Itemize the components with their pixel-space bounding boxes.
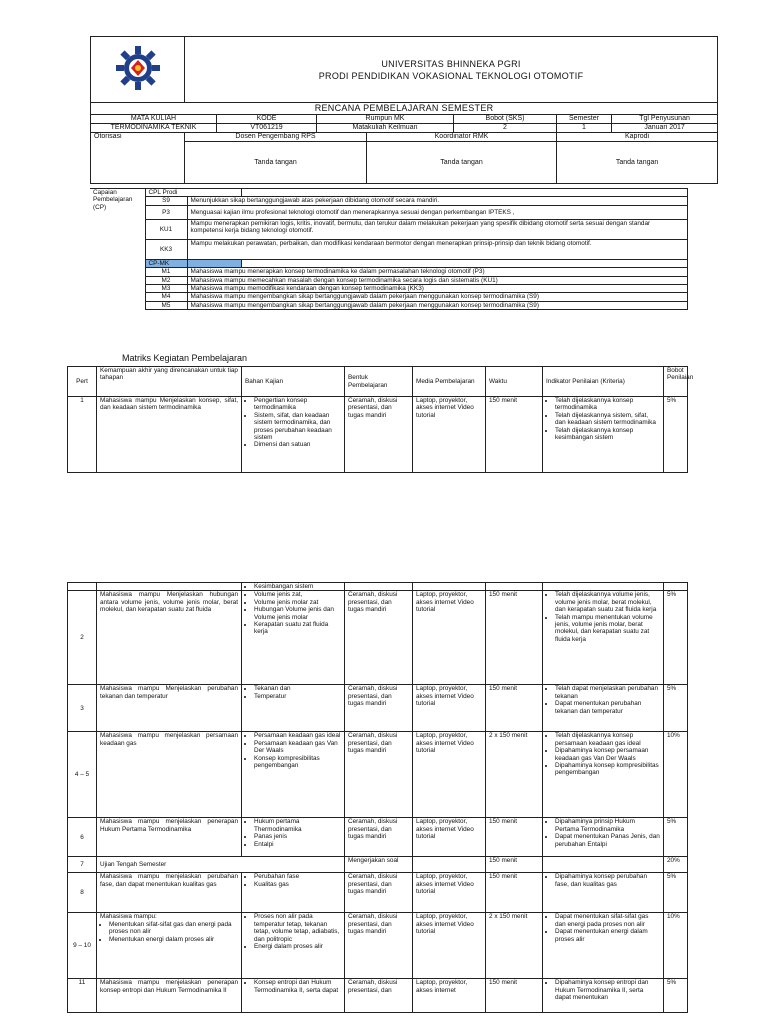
row-bentuk: Mengerjakan soal bbox=[345, 857, 413, 873]
col-header-bobot: Bobot Penilaian bbox=[664, 367, 688, 397]
row-bahan bbox=[242, 685, 345, 732]
row-indikator bbox=[543, 818, 664, 857]
cpmk-code: M1 bbox=[145, 268, 187, 276]
row-media: Laptop, proyektor, akses internet bbox=[413, 979, 486, 1013]
row-bahan bbox=[242, 873, 345, 913]
list-item: • Dipahaminya konsep perubahan fase, dan kualitas gas bbox=[555, 873, 660, 888]
row-pert: 6 bbox=[68, 818, 97, 857]
col-label-tgl: Tgl Penyusunan bbox=[612, 115, 718, 124]
list-item: • Pengertian konsep termodinamika bbox=[254, 397, 341, 412]
row-uts: Ujian Tengah Semester bbox=[97, 857, 345, 873]
row-pert: 7 bbox=[68, 857, 97, 873]
row-bobot: 10% bbox=[664, 732, 688, 818]
list-item: • Entalpi bbox=[254, 841, 341, 848]
role-dosen: Dosen Pengembang RPS bbox=[185, 133, 367, 142]
course-semester: 1 bbox=[557, 124, 612, 133]
list-item: • Panas jenis bbox=[254, 833, 341, 840]
row-kemampuan: Mahasiswa mampu menjelaskan penerapan konsep entropi dan Hukum Termodinamika II bbox=[97, 979, 242, 1013]
role-kaprodi: Kaprodi bbox=[557, 133, 718, 142]
table-row bbox=[68, 732, 688, 818]
row-kemampuan: Mahasiswa mampu menjelaskan perubahan fase, dan dapat menentukan kualitas gas bbox=[97, 873, 242, 913]
table-row bbox=[68, 979, 688, 1013]
row-bahan bbox=[242, 979, 345, 1013]
row-indikator bbox=[543, 979, 664, 1013]
cpl-code: KU1 bbox=[145, 219, 187, 239]
list-item: • Telah dijelaskannya sistem, sifat, dan keadaan sistem termodinamika bbox=[555, 412, 660, 427]
matrix-table-1 bbox=[67, 366, 694, 473]
university-logo bbox=[114, 44, 162, 92]
list-item: • Proses non alir pada temperatur tetap, tekanan tetap, volume tetap, adiabatis, dan politropic bbox=[254, 913, 341, 943]
cpl-text: Menunjukkan sikap bertanggungjawab atas pekerjaan dibidang otomotif secara mandiri. bbox=[187, 197, 687, 205]
cpl-code: S9 bbox=[145, 197, 187, 205]
list-item: • Dipahaminya konsep entropi dan Hukum Termodinamika II, serta dapat menentukan bbox=[555, 979, 660, 1001]
row-indikator bbox=[543, 913, 664, 979]
row-waktu: 150 menit bbox=[486, 979, 543, 1013]
cpl-text: Menguasai kajian ilmu profesional teknologi otomotif dan menerapkannya sesuai dengan perkembangan IPTEKS , bbox=[187, 205, 687, 219]
row-bobot: 10% bbox=[664, 913, 688, 979]
row-indikator bbox=[543, 732, 664, 818]
row-bobot: 5% bbox=[664, 591, 688, 685]
col-header-kemampuan: Kemampuan akhir yang direncanakan untuk tiap tahapan bbox=[97, 367, 242, 397]
table-row bbox=[68, 591, 688, 685]
row-media: Laptop, proyektor, akses internet Video tutorial bbox=[413, 591, 486, 685]
col-label-matakuliah: MATA KULIAH bbox=[91, 115, 217, 124]
row-bentuk: Ceramah, diskusi presentasi, dan tugas mandiri bbox=[345, 913, 413, 979]
row-waktu: 2 x 150 menit bbox=[486, 913, 543, 979]
course-rumpun: Matakuliah Keilmuan bbox=[317, 124, 454, 133]
sign-koordinator: Tanda tangan bbox=[367, 142, 557, 184]
row-pert: 3 bbox=[68, 685, 97, 732]
row-indikator bbox=[543, 873, 664, 913]
doc-title: RENCANA PEMBELAJARAN SEMESTER bbox=[91, 103, 718, 115]
cpmk-label: CP-MK bbox=[145, 259, 187, 267]
col-label-kode: KODE bbox=[217, 115, 317, 124]
list-item: • Menentukan energi dalam proses alir bbox=[109, 936, 238, 943]
list-item: • Kerapatan suatu zat fluida kerja bbox=[254, 621, 341, 636]
row-waktu: 2 x 150 menit bbox=[486, 732, 543, 818]
logo-cell bbox=[91, 37, 185, 103]
list-item: • Hukum pertama Thermodinamika bbox=[254, 818, 341, 833]
col-header-waktu: Waktu bbox=[486, 367, 543, 397]
list-item: • Volume jenis zat, bbox=[254, 591, 341, 598]
cp-table bbox=[90, 188, 688, 310]
list-item: • Perubahan fase bbox=[254, 873, 341, 880]
list-item: • Dapat menentukan Panas Jenis, dan perubahan Entalpi bbox=[555, 833, 660, 848]
row-bahan bbox=[242, 913, 345, 979]
row-indikator bbox=[543, 685, 664, 732]
program-name: PRODI PENDIDIKAN VOKASIONAL TEKNOLOGI OTOMOTIF bbox=[318, 70, 584, 81]
cpl-text: Mampu menerapkan pemikiran logis, kritis, inovatif, bermutu, dan terukur dalam melakukan pekerjaan yang spesifik dibidang otomotif serta sesuai dengan standar kompetensi kerja bidang teknologi otomotif. bbox=[187, 219, 687, 239]
row-bahan bbox=[242, 732, 345, 818]
cpmk-text: Mahasiswa mampu menerapkan konsep termodinamika ke dalam permasalahan teknologi otomotif (P3) bbox=[187, 268, 687, 276]
list-item: • Telah dijelaskannya volume jenis, volume jenis molar, berat molekul, dan kerapatan suatu zat fluida kerja bbox=[555, 591, 660, 613]
row-bobot: 20% bbox=[664, 857, 688, 873]
list-item: • Persamaan keadaan gas Van Der Waals bbox=[254, 740, 341, 755]
list-item: • Telah dapat menjelaskan perubahan tekanan bbox=[555, 685, 660, 700]
row-bobot: 5% bbox=[664, 873, 688, 913]
matrix-title: Matriks Kegiatan Pembelajaran bbox=[122, 353, 248, 363]
row-kemampuan: Mahasiswa mampu Menjelaskan perubahan tekanan dan temperatur bbox=[97, 685, 242, 732]
list-item: • Sistem, sifat, dan keadaan sistem termodinamika, dan proses perubahan keadaan sistem bbox=[254, 412, 341, 442]
capaian-label: Capaian Pembelajaran (CP) bbox=[90, 189, 145, 310]
list-item: • Telah dijelaskannya konsep termodinamika bbox=[555, 397, 660, 412]
list-item: • Konsep entropi dan Hukum Termodinamika II, serta dapat bbox=[254, 979, 341, 994]
row-pert: 9 – 10 bbox=[68, 913, 97, 979]
table-row bbox=[68, 857, 688, 873]
course-date: Januari 2017 bbox=[612, 124, 718, 133]
col-header-indikator: Indikator Penilaian (Kriteria) bbox=[543, 367, 664, 397]
list-item: • Hubungan Volume jenis dan Volume jenis molar bbox=[254, 606, 341, 621]
row-bobot: 5% bbox=[664, 818, 688, 857]
course-sks: 2 bbox=[454, 124, 557, 133]
table-row bbox=[68, 913, 688, 979]
col-header-bentuk: Bentuk Pembelajaran bbox=[345, 367, 413, 397]
list-item: • Menentukan sifat-sifat gas dan energi pada proses non alir bbox=[109, 921, 238, 936]
list-item: • Volume jenis molar zat bbox=[254, 599, 341, 606]
row-bentuk: Ceramah, diskusi presentasi, dan tugas mandiri bbox=[345, 685, 413, 732]
university-name: UNIVERSITAS BHINNEKA PGRI bbox=[381, 58, 521, 69]
otorisasi-label: Otorisasi bbox=[91, 133, 185, 184]
cpmk-text: Mahasiswa mampu mengembangkan sikap bertanggungjawab dalam pekerjaan menggunakan konsep termodinamika (S9) bbox=[187, 301, 687, 309]
row-bahan bbox=[242, 591, 345, 685]
row-bentuk: Ceramah, diskusi presentasi, dan tugas mandiri bbox=[345, 732, 413, 818]
cpmk-text: Mahasiswa mampu memodifikasi kendaraan dengan konsep termodinamika (KK3) bbox=[187, 285, 687, 293]
row-kemampuan bbox=[97, 913, 242, 979]
row-media: Laptop, proyektor, akses internet Video tutorial bbox=[413, 873, 486, 913]
row-pert: 1 bbox=[68, 397, 97, 473]
row-indikator bbox=[543, 591, 664, 685]
sign-kaprodi: Tanda tangan bbox=[557, 142, 718, 184]
list-item: • Dapat menentukan energi dalam proses alir bbox=[555, 928, 660, 943]
row-waktu: 150 menit bbox=[486, 873, 543, 913]
table-row bbox=[68, 818, 688, 857]
list-item: • Telah dijelaskannya konsep persamaan keadaan gas ideal bbox=[555, 732, 660, 747]
row-bentuk: Ceramah, diskusi presentasi, dan tugas mandiri bbox=[345, 397, 413, 473]
row-kemampuan-intro: Mahasiswa mampu: bbox=[100, 913, 157, 921]
list-item: • Kesimbangan sistem bbox=[254, 583, 341, 590]
sign-dosen: Tanda tangan bbox=[185, 142, 367, 184]
row-bahan bbox=[242, 818, 345, 857]
row-media: Laptop, proyektor, akses internet Video tutorial bbox=[413, 818, 486, 857]
matrix-table-2 bbox=[67, 582, 688, 1013]
cpmk-text: Mahasiswa mampu mengembangkan sikap bertanggungjawab dalam pekerjaan menggunakan konsep termodinamika (S9) bbox=[187, 293, 687, 301]
list-item: • Temperatur bbox=[254, 693, 341, 700]
col-label-rumpun: Rumpun MK bbox=[317, 115, 454, 124]
list-item: • Dapat menentukan perubahan tekanan dan temperatur bbox=[555, 700, 660, 715]
cpmk-code: M5 bbox=[145, 301, 187, 309]
row-bobot: 5% bbox=[664, 397, 688, 473]
cpmk-text: Mahasiswa mampu memecahkan masalah dengan konsep termodinamika secara logis dan sistematis (KU1) bbox=[187, 276, 687, 284]
cpmk-code: M2 bbox=[145, 276, 187, 284]
row-waktu: 150 menit bbox=[486, 857, 543, 873]
row-waktu: 150 menit bbox=[486, 591, 543, 685]
row-media: Laptop, proyektor, akses internet Video tutorial bbox=[413, 685, 486, 732]
course-code: VT061219 bbox=[217, 124, 317, 133]
col-label-bobot: Bobot (SKS) bbox=[454, 115, 557, 124]
row-bobot: 5% bbox=[664, 979, 688, 1013]
list-item: • Energi dalam proses alir bbox=[254, 943, 341, 950]
row-waktu: 150 menit bbox=[486, 685, 543, 732]
col-label-semester: Semester bbox=[557, 115, 612, 124]
col-header-media: Media Pembelajaran bbox=[413, 367, 486, 397]
row-kemampuan: Mahasiswa mampu menjelaskan persamaan keadaan gas bbox=[97, 732, 242, 818]
row-media: Laptop, proyektor, akses internet Video tutorial bbox=[413, 397, 486, 473]
row-bentuk: Ceramah, diskusi presentasi, dan bbox=[345, 979, 413, 1013]
table-row bbox=[68, 583, 688, 591]
table-row bbox=[68, 873, 688, 913]
row-kemampuan: Mahasiswa mampu Menjelaskan hubungan antara volume jenis, volume jenis molar, berat molekul, dan kerapatan suatu zat fluida bbox=[97, 591, 242, 685]
cpl-text: Mampu melakukan perawatan, perbaikan, dan modifikasi kendaraan bermotor dengan menerapkan prinsip-prinsip dan teknik bidang otomotif. bbox=[187, 239, 687, 259]
list-item: • Telah mampu menentukan volume jenis, volume jenis molar, berat molekul, dan kerapatan suatu zat fluida kerja bbox=[555, 614, 660, 644]
cpl-code: KK3 bbox=[145, 239, 187, 259]
row-bentuk: Ceramah, diskusi presentasi, dan tugas mandiri bbox=[345, 873, 413, 913]
cpl-label: CPL Prodi bbox=[145, 189, 241, 197]
table-row bbox=[68, 397, 688, 473]
course-name: TERMODINAMIKA TEKNIK bbox=[91, 124, 217, 133]
row-bobot: 5% bbox=[664, 685, 688, 732]
institution-heading bbox=[185, 37, 718, 103]
list-item: • Tekanan dan bbox=[254, 685, 341, 692]
row-kemampuan: Mahasiswa mampu Menjelaskan konsep, sifat, dan keadaan sistem termodinamika bbox=[97, 397, 242, 473]
row-media: Laptop, proyektor, akses internet Video tutorial bbox=[413, 913, 486, 979]
list-item: • Dipahaminya prinsip Hukum Pertama Termodinamika bbox=[555, 818, 660, 833]
row-indikator bbox=[543, 397, 664, 473]
list-item: • Dipahaminya konsep kompresibilitas pengembangan bbox=[555, 762, 660, 777]
row-bahan bbox=[242, 397, 345, 473]
row-waktu: 150 menit bbox=[486, 397, 543, 473]
row-pert: 4 – 5 bbox=[68, 732, 97, 818]
row-pert: 11 bbox=[68, 979, 97, 1013]
list-item: • Konsep kompresibilitas pengembangan bbox=[254, 755, 341, 770]
cpmk-code: M3 bbox=[145, 285, 187, 293]
list-item: • Telah dijelaskannya konsep kesimbangan sistem bbox=[555, 427, 660, 442]
table-row bbox=[68, 685, 688, 732]
list-item: • Dimensi dan satuan bbox=[254, 441, 341, 448]
cpl-code: P3 bbox=[145, 205, 187, 219]
row-bentuk: Ceramah, diskusi presentasi, dan tugas mandiri bbox=[345, 591, 413, 685]
row-media: Laptop, proyektor, akses internet Video tutorial bbox=[413, 732, 486, 818]
col-header-bahan: Bahan Kajian bbox=[242, 367, 345, 397]
role-koordinator: Koordinator RMK bbox=[367, 133, 557, 142]
col-header-pert: Pert bbox=[68, 367, 97, 397]
list-item: • Dapat menentukan sifat-sifat gas dan energi pada proses non alir bbox=[555, 913, 660, 928]
row-bahan bbox=[242, 583, 345, 591]
row-pert: 8 bbox=[68, 873, 97, 913]
cpmk-code: M4 bbox=[145, 293, 187, 301]
list-item: • Persamaan keadaan gas ideal bbox=[254, 732, 341, 739]
rps-header-table bbox=[90, 36, 718, 184]
row-bentuk: Ceramah, diskusi presentasi, dan tugas mandiri bbox=[345, 818, 413, 857]
list-item: • Dipahaminya konsep persamaan keadaan gas Van Der Waals bbox=[555, 747, 660, 762]
row-kemampuan: Mahasiswa mampu menjelaskan penerapan Hukum Pertama Termodinamika bbox=[97, 818, 242, 857]
list-item: • Kualitas gas bbox=[254, 881, 341, 888]
row-waktu: 150 menit bbox=[486, 818, 543, 857]
row-pert: 2 bbox=[68, 591, 97, 685]
